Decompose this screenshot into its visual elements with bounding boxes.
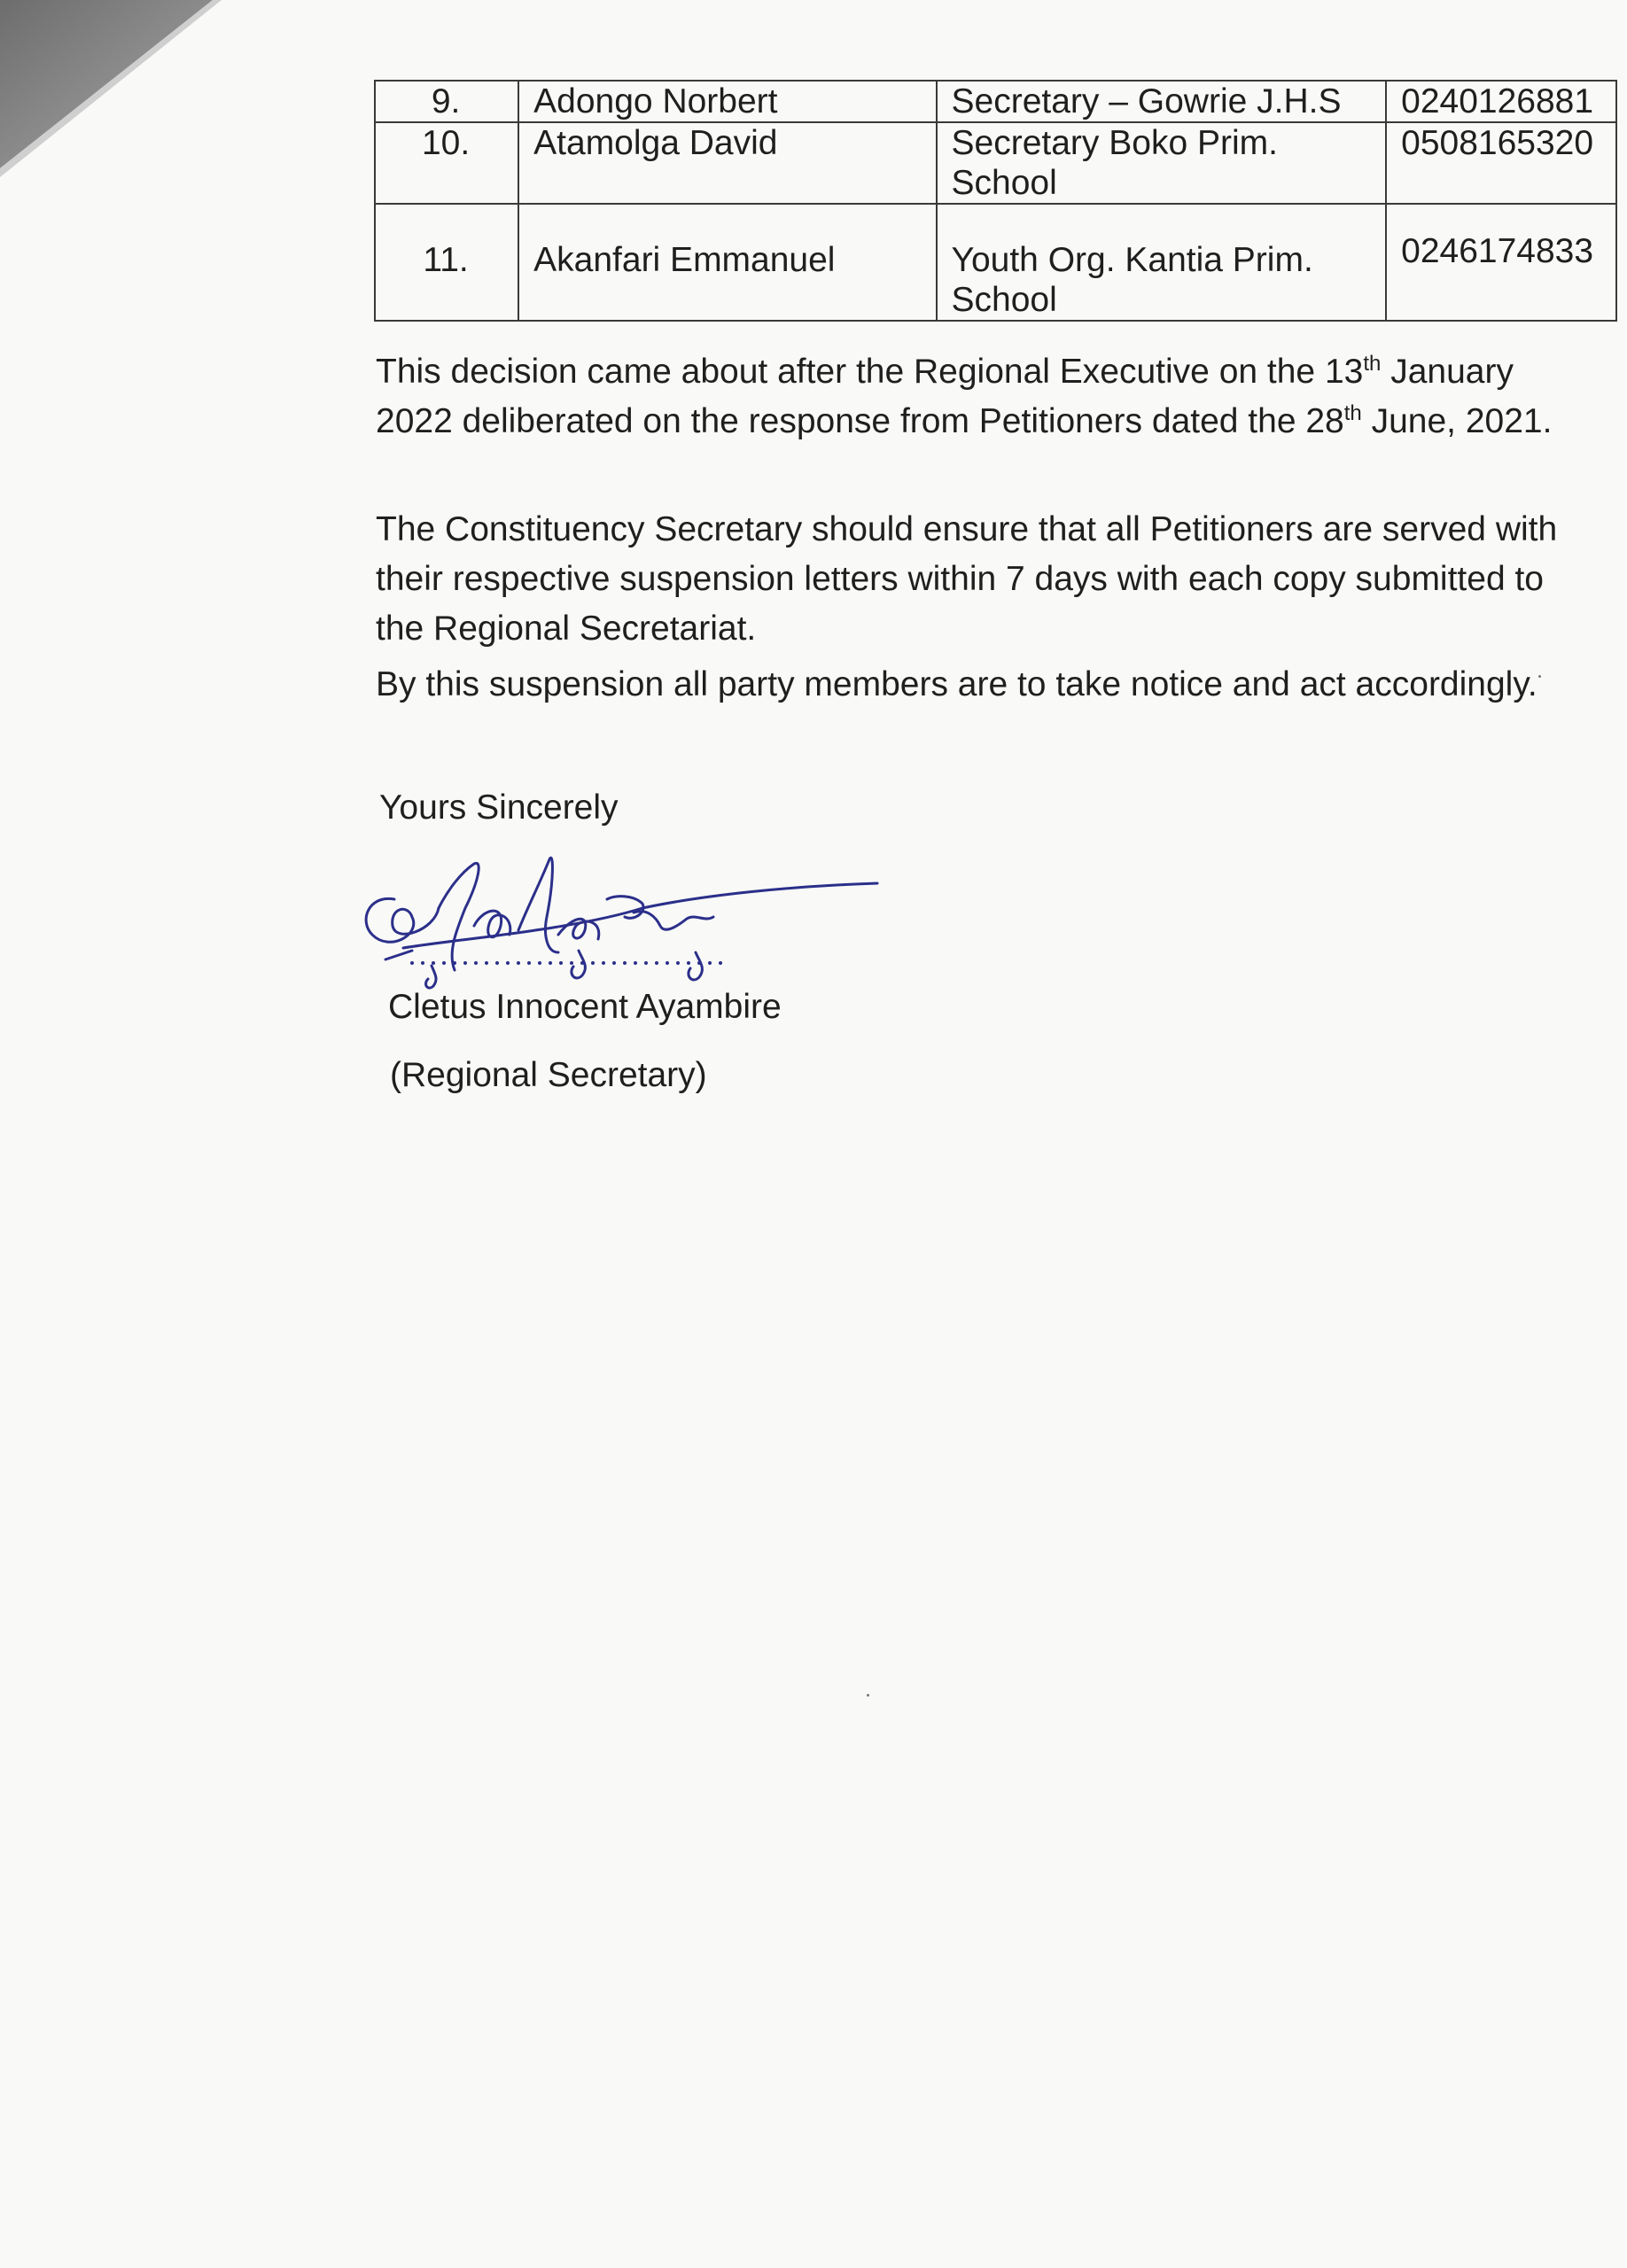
member-phone: 0246174833: [1386, 204, 1616, 321]
handwritten-signature: [350, 846, 882, 997]
member-phone: 0508165320: [1386, 122, 1616, 204]
scan-speck: [867, 1694, 869, 1697]
table-row: [375, 122, 1616, 204]
member-position: Secretary – Gowrie J.H.S: [937, 81, 1387, 122]
instruction-paragraph: The Constituency Secretary should ensure that all Petitioners are served with their respective suspension letters within 7 days with each copy submitted to the Regional Secretariat.: [376, 510, 1558, 648]
ordinal-suffix: th: [1343, 401, 1362, 425]
ordinal-suffix: th: [1363, 352, 1382, 376]
members-table: [374, 80, 1617, 322]
decision-text-3: June, 2021.: [1361, 402, 1553, 440]
table-row: [375, 81, 1616, 122]
member-phone: 0240126881: [1386, 81, 1616, 122]
row-number: 10.: [375, 122, 518, 204]
member-position: Secretary Boko Prim. School: [937, 122, 1387, 204]
row-number: 9.: [375, 81, 518, 122]
scan-speck: [1538, 675, 1541, 678]
signer-title: (Regional Secretary): [390, 1056, 707, 1094]
member-name: Atamolga David: [518, 122, 936, 204]
notice-paragraph: By this suspension all party members are to take notice and act accordingly.: [376, 665, 1537, 703]
table-row: [375, 204, 1616, 321]
closing-salutation: Yours Sincerely: [379, 788, 619, 827]
decision-text-1: This decision came about after the Regional Executive on the 13: [376, 353, 1364, 391]
signer-name: Cletus Innocent Ayambire: [388, 988, 782, 1026]
decision-text-2: January 2022 deliberated on the response from Petitioners dated the 28: [376, 353, 1514, 440]
member-name: Adongo Norbert: [518, 81, 936, 122]
member-name: Akanfari Emmanuel: [518, 204, 936, 321]
row-number: 11.: [375, 204, 518, 321]
decision-paragraph: [376, 347, 1581, 447]
member-position: Youth Org. Kantia Prim. School: [937, 204, 1387, 321]
